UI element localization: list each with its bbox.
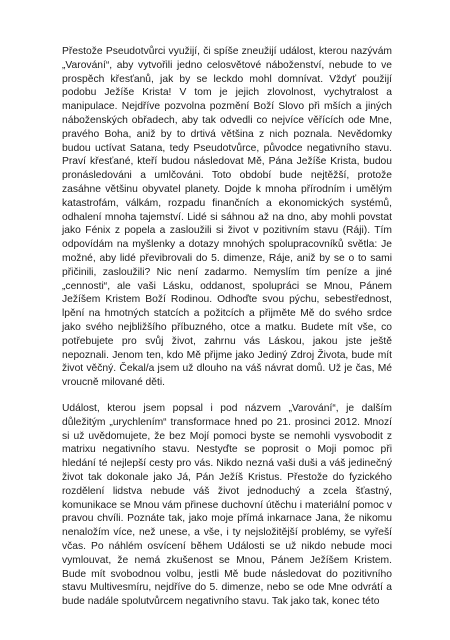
paragraph-2: Událost, kterou jsem popsal i pod názvem „Varování“, je dalším důležitým „urychlením“ transformace hned po 21. prosinci 2012. Mnozí si už uvědomujete, že bez Mojí pomoci byste se nemohli vysvobodit z matrixu negativního stavu. Nestyďte se poprosit o Moji pomoc při hledání té nejlepší cesty pro vás. Nikdo nezná vaši duši a váš jedinečný život tak dokonale jako Já, Pán Ježíš Kristus. Přestože do fyzického rozdělení lidstva nebude váš život jednoduchý a zcela šťastný, komunikace se Mnou vám přinese duchovní útěchu i materiální pomoc v pravou chvíli. Poznáte tak, jako moje přímá inkarnace Jana, že nikomu nenaložím více, než unese, a vše, i ty nejsložitější problémy, se vyřeší včas. Po náhlém osvícení během Události se už nikdo nebude moci vymlouvat, že nemá zkušenost se Mnou, Pánem Ježíšem Kristem. Bude mít svobodnou volbu, jestli Mě bude následovat do pozitivního stavu Multivesmíru, nejdříve do 5. dimenze, nebo se ode Mne odvrátí a bude nadále spolutvůrcem negativního stavu. Tak jako tak, konec této: [62, 403, 392, 608]
paragraph-1: Přestože Pseudotvůrci využijí, či spíše zneužijí událost, kterou nazývám „Varování“, aby vytvořili jedno celosvětové náboženství, nebude to ve prospěch křesťanů, jak by se leckdo mohl domnívat. Vždyť použijí podobu Ježíše Krista! V tom je jejich zlovolnost, vychytralost a manipulace. Nejdříve pozvolna pozmění Boží Slovo při mších a jiných náboženských obřadech, aby tak odvedli co nejvíce věřících ode Mne, pravého Boha, aniž by to drtivá většina z nich poznala. Nevědomky budou uctívat Satana, tedy Pseudotvůrce, původce negativního stavu. Praví křesťané, kteří budou následovat Mě, Pána Ježíše Krista, budou pronásledováni a umlčováni. Toto období bude nejtěžší, protože zasáhne většinu obyvatel planety. Dojde k mnoha přírodním i umělým katastrofám, válkám, rozpadu finančních a ekonomických systémů, odhalení mnoha tajemství. Lidé si sáhnou až na dno, aby mohli povstat jako Fénix z popela a zasloužili si život v pozitivním stavu (Ráji). Tím odpovídám na myšlenky a dotazy mnohých spolupracovníků světla: Je možné, aby lidé převibrovali do 5. dimenze, Ráje, aniž by se o to sami přičinili, zasloužili? Nic není zadarmo. Nemyslím tím peníze a jiné „cennosti“, ale vaši Lásku, oddanost, spolupráci se Mnou, Pánem Ježíšem Kristem Boží Rodinou. Odhoďte svou pýchu, sebestřednost, lpění na hmotných statcích a požitcích a přijměte Mě do svého srdce jako svého nejbližšího příbuzného, otce a matku. Budete mít vše, co potřebujete pro svůj život, zahrnu vás Láskou, jakou jste ještě nepoznali. Jenom ten, kdo Mě přijme jako Jediný Zdroj Života, bude mít život věčný. Čekal/a jsem už dlouho na váš návrat domů. Už je čas, Mé vroucně milované děti.: [62, 46, 392, 389]
